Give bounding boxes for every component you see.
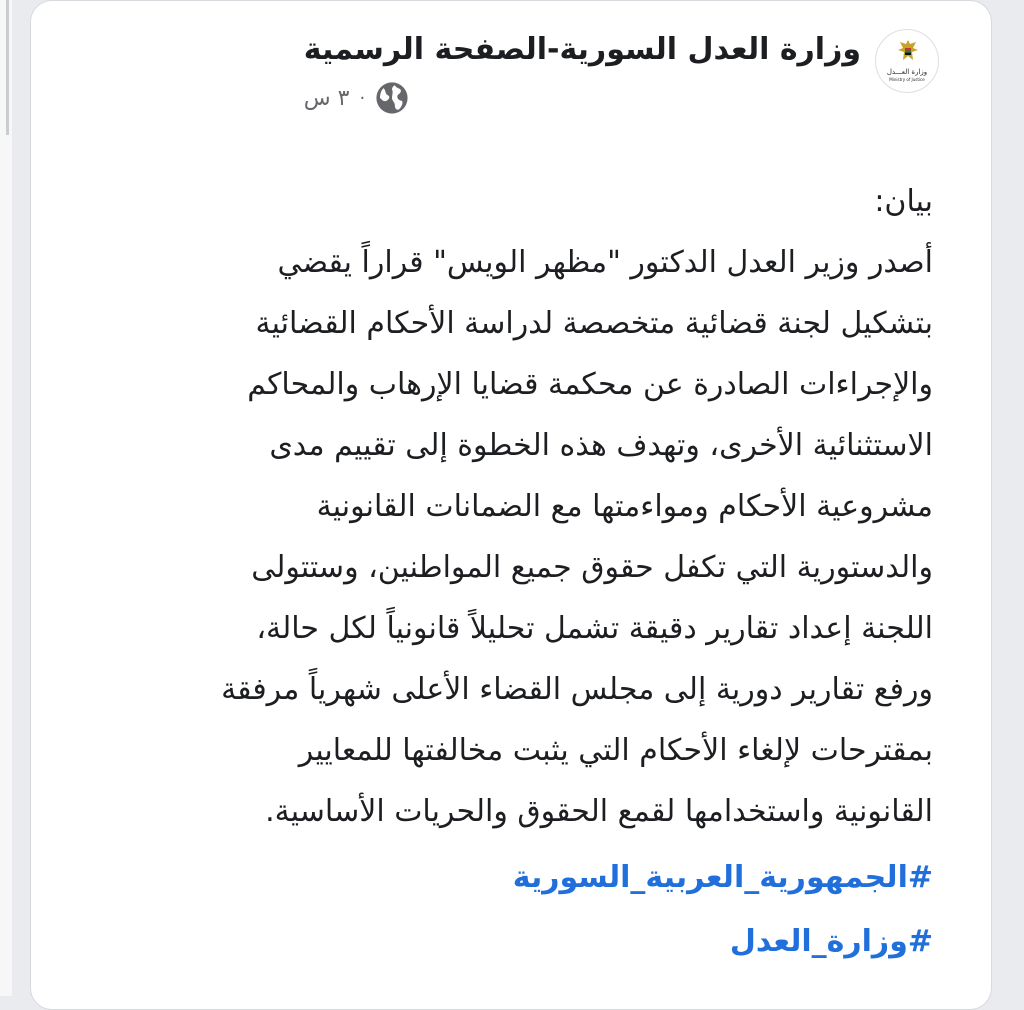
post-line: والإجراءات الصادرة عن محكمة قضايا الإرهاب والمحاكم xyxy=(247,367,933,402)
avatar-logo-text: وزارة العـــدل xyxy=(886,68,928,76)
hashtag-link[interactable]: #الجمهورية_العربية_السورية xyxy=(512,860,933,895)
avatar-logo-subtext: Ministry of Justice xyxy=(889,77,925,82)
avatar[interactable] xyxy=(875,29,939,93)
post-line: أصدر وزير العدل الدكتور "مظهر الويس" قراراً يقضي xyxy=(277,245,933,280)
left-edge-strip xyxy=(0,0,12,996)
post-line: بيان: xyxy=(874,184,933,219)
post-line: بتشكيل لجنة قضائية متخصصة لدراسة الأحكام القضائية xyxy=(255,306,933,341)
scroll-indicator xyxy=(6,0,9,135)
post-line: ورفع تقارير دورية إلى مجلس القضاء الأعلى شهرياً مرفقة xyxy=(221,672,933,707)
post-line: اللجنة إعداد تقارير دقيقة تشمل تحليلاً قانونياً لكل حالة، xyxy=(256,611,933,646)
meta-separator: · xyxy=(359,87,366,109)
eagle-emblem-icon xyxy=(896,38,920,68)
post-header xyxy=(304,29,939,115)
post-line: والدستورية التي تكفل حقوق جميع المواطنين، وستتولى xyxy=(251,550,933,585)
hashtag-link[interactable]: #وزارة_العدل xyxy=(729,924,933,959)
post-line: مشروعية الأحكام ومواءمتها مع الضمانات القانونية xyxy=(316,489,933,524)
page-name[interactable]: وزارة العدل السورية-الصفحة الرسمية xyxy=(303,32,861,67)
header-text xyxy=(304,29,861,115)
post-line: الاستثنائية الأخرى، وتهدف هذه الخطوة إلى تقييم مدى xyxy=(269,428,933,463)
post-meta xyxy=(304,81,861,115)
globe-icon[interactable] xyxy=(375,81,409,115)
post-body xyxy=(53,171,933,842)
hashtags xyxy=(513,846,933,974)
post-card xyxy=(30,0,992,1010)
timestamp[interactable]: ٣ س xyxy=(303,85,350,111)
post-line: القانونية واستخدامها لقمع الحقوق والحريات الأساسية. xyxy=(265,794,933,829)
post-line: بمقترحات لإلغاء الأحكام التي يثبت مخالفتها للمعايير xyxy=(298,733,933,768)
